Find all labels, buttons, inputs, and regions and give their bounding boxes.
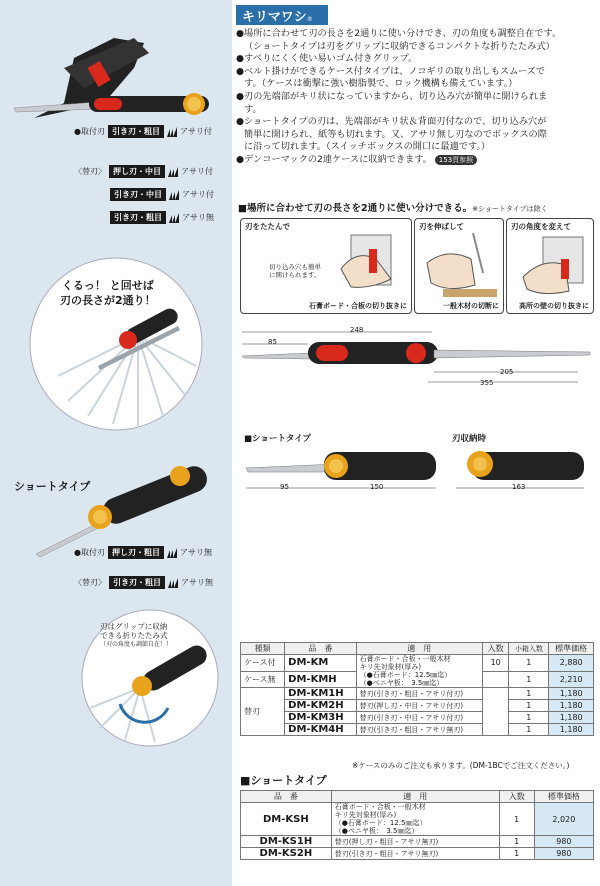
feature-line: ●すべりにくく使い易いゴム付きグリップ。	[236, 53, 418, 65]
fold-note	[100, 622, 172, 649]
code-cell: DM-KM1H	[285, 688, 356, 700]
fold-note-1: 刃はグリップに収納	[100, 622, 168, 631]
spare-tag-2: 引き刃・中目	[110, 188, 166, 201]
code-cell: DM-KM4H	[285, 724, 356, 736]
product-title-text: キリマワシ	[242, 10, 307, 25]
short-type-title: ショートタイプ	[14, 480, 91, 493]
code-cell: DM-KM2H	[285, 700, 356, 712]
table-header: 適 用	[331, 791, 499, 803]
code-cell: DM-KS1H	[241, 836, 332, 848]
short-spare-label: 〈替刃〉	[74, 578, 106, 587]
dim-85: 85	[268, 338, 277, 346]
table-row	[241, 836, 594, 848]
spare-set-3: アサリ無	[182, 213, 214, 222]
table-row	[241, 688, 594, 700]
feature-line: ●ベルト掛けができるケース付タイプは、ノコギリの取り出しもスムーズで	[236, 65, 545, 77]
dim-95: 95	[280, 483, 289, 491]
table-row	[241, 700, 594, 712]
spare-label: 〈替刃〉	[74, 167, 106, 176]
table-header: 標準価格	[534, 791, 593, 803]
price-cell: 2,210	[549, 671, 594, 688]
table-header: 入数	[483, 643, 509, 655]
table-header-row	[241, 791, 594, 803]
feature-line: （ショートタイプは刃をグリップに収納できるコンパクトな折りたたみ式）	[244, 40, 555, 52]
use-cell: 替刃(押し刃・粗目・アサリ無刃)	[331, 836, 499, 848]
table-header: 小箱入数	[509, 643, 549, 655]
feature-line: す。	[244, 103, 262, 115]
code-cell: DM-KM	[285, 655, 356, 672]
usage-heading	[238, 200, 547, 214]
feature-line: ●ショートタイプの刃は、先端部がキリ状＆背面刃付なので、切り込み穴が	[236, 116, 547, 128]
kind-cell: ケース付	[241, 655, 285, 672]
use-line: 石膏ボード・合板・一般木材	[359, 655, 451, 663]
main-dimension-drawing	[238, 326, 594, 390]
price-cell: 2,020	[534, 803, 593, 836]
fold-note-3: （刃の角度も調節自在！）	[100, 641, 173, 648]
use-line: （●ベニヤ板： 3.5㎜迄）	[359, 679, 444, 687]
dim-163: 163	[512, 483, 526, 491]
kind-cell: 替刃	[241, 688, 285, 736]
spare-set-2: アサリ付	[182, 190, 214, 199]
code-cell: DM-KS2H	[241, 848, 332, 860]
use-cell: 替刃(引き刃・中目・アサリ付刃)	[356, 712, 482, 724]
price-table-short	[240, 790, 594, 860]
saw-tooth-icon	[168, 167, 178, 177]
usage-panel-note: 切り込み穴も簡単に開けられます。	[269, 263, 321, 279]
use-cell	[331, 803, 499, 836]
fold-note-2: できる折りたたみ式	[100, 631, 168, 640]
saw-tooth-icon	[169, 213, 179, 223]
product-title	[236, 5, 328, 25]
usage-panel-title: 刃をたたんで	[245, 222, 290, 231]
price-table-main	[240, 642, 594, 736]
qty-cell: 1	[499, 803, 534, 836]
usage-panel-caption: 石膏ボード・合板の切り抜きに	[309, 302, 407, 310]
use-cell	[356, 655, 482, 688]
qty-cell: 1	[499, 848, 534, 860]
spare-row-2	[110, 188, 214, 201]
price-cell: 980	[534, 836, 593, 848]
short-blade-tag: 押し刃・粗目	[108, 546, 164, 559]
usage-panel-extend	[414, 218, 504, 314]
usage-heading-text: ■場所に合わせて刃の長さを2通りに使い分けできる。	[238, 203, 473, 214]
table-row	[241, 803, 594, 836]
box-cell: 1	[509, 724, 549, 736]
circle-text-1: くるっ！ と回せば	[61, 279, 154, 292]
qty-cell: 10	[483, 655, 509, 672]
feature-line: に沿って切れます。（スイッチボックスの開口に最適です。）	[244, 141, 491, 153]
code-cell: DM-KMH	[285, 671, 356, 688]
table-header-row	[241, 643, 594, 655]
saw-tooth-icon	[168, 578, 178, 588]
table-header: 品 番	[285, 643, 356, 655]
use-line: （●石膏ボード：12.5㎜迄）	[334, 819, 427, 827]
case-order-note: ※ケースのみのご注文も承ります。(DM-1BCでご注文ください。)	[352, 761, 570, 770]
price-cell: 980	[534, 848, 593, 860]
use-cell: 替刃(引き刃・粗目・アサリ無刃)	[331, 848, 499, 860]
registered-mark: ®	[306, 16, 313, 23]
dim-150: 150	[370, 483, 384, 491]
box-cell: 1	[509, 671, 549, 688]
code-cell: DM-KSH	[241, 803, 332, 836]
main-blade-tag: 引き刃・粗目	[108, 125, 164, 138]
short-table-heading: ■ショートタイプ	[240, 774, 327, 787]
short-blade-set: アサリ無	[179, 548, 212, 557]
usage-fold-image	[331, 229, 409, 293]
use-line: （●石膏ボード：12.5㎜迄）	[359, 671, 452, 679]
table-row	[241, 712, 594, 724]
use-cell: 替刃(引き刃・粗目・アサリ付刃)	[356, 688, 482, 700]
feature-line: ●場所に合わせて刃の長さを2通りに使い分けでき、刃の角度も調整自在です。	[236, 28, 562, 39]
usage-panel-title: 刃の角度を変えて	[511, 222, 571, 231]
page-ref-badge: 153頁参照	[435, 155, 477, 165]
box-cell: 1	[509, 700, 549, 712]
use-cell: 替刃(押し刃・中目・アサリ付刃)	[356, 700, 482, 712]
price-cell: 1,180	[549, 688, 594, 700]
circle-caption	[60, 278, 156, 308]
spare-tag-3: 引き刃・粗目	[110, 211, 166, 224]
qty-cell: 1	[499, 836, 534, 848]
short-spare-tag: 引き刃・粗目	[109, 576, 165, 589]
short-spare-row	[74, 576, 213, 589]
usage-panel-caption: 一般木材の切断に	[443, 302, 499, 310]
price-cell: 2,880	[549, 655, 594, 672]
saw-tooth-icon	[167, 548, 177, 558]
dim-205: 205	[500, 368, 514, 376]
use-line: キリ先対象材(厚み)	[359, 663, 422, 671]
usage-angle-image	[513, 233, 589, 297]
feature-line: す。（ケースは衝撃に強い樹脂製で、ロック機構も備えています。）	[244, 78, 518, 90]
table-row	[241, 655, 594, 672]
kind-cell: ケース無	[241, 671, 285, 688]
short-spare-set: アサリ無	[181, 578, 213, 587]
price-cell: 1,180	[549, 712, 594, 724]
table-header: 適 用	[356, 643, 482, 655]
usage-panel-caption: 高所の壁の切り抜きに	[519, 302, 589, 310]
use-line: キリ先対象材(厚み)	[334, 811, 397, 819]
usage-heading-note: ※ショートタイプは除く	[472, 205, 548, 213]
circle-text-2: 刃の長さが2通り！	[60, 294, 156, 307]
saw-tooth-icon	[167, 127, 177, 137]
spare-set-1: アサリ付	[181, 167, 213, 176]
spare-row-1	[74, 165, 213, 178]
use-cell: 替刃(引き刃・粗目・アサリ無刃)	[356, 724, 482, 736]
usage-extend-image	[423, 233, 497, 297]
feature-line: 簡単に開けられ、紙等も切れます。又、アサリ無し刃なのでボックスの際	[244, 128, 547, 140]
short-blade-label: ●取付刃	[74, 548, 105, 557]
feature-list	[236, 28, 596, 167]
spare-tag-1: 押し刃・中目	[109, 165, 165, 178]
qty-cell	[483, 688, 509, 736]
main-blade-label: ●取付刃	[74, 127, 105, 136]
table-header: 種類	[241, 643, 285, 655]
saw-with-case-image	[4, 8, 229, 120]
price-cell: 1,180	[549, 700, 594, 712]
usage-panel-title: 刃を伸ばして	[419, 222, 464, 231]
main-blade-row	[74, 125, 212, 138]
table-row	[241, 724, 594, 736]
spare-row-3	[110, 211, 214, 224]
feature-line-text: ●デンコーマックの2連ケースに収納できます。	[236, 153, 432, 165]
stowed-label: 刃収納時	[452, 434, 487, 444]
short-blade-row	[74, 546, 212, 559]
qty-cell	[483, 671, 509, 688]
table-row	[241, 848, 594, 860]
box-cell: 1	[509, 712, 549, 724]
box-cell: 1	[509, 688, 549, 700]
table-header: 標準価格	[549, 643, 594, 655]
code-cell: DM-KM3H	[285, 712, 356, 724]
short-drawing-label: ■ショートタイプ	[244, 434, 311, 444]
usage-panel-angle	[506, 218, 594, 314]
left-panel	[0, 0, 232, 886]
dim-248: 248	[350, 326, 364, 334]
main-blade-set: アサリ付	[179, 127, 212, 136]
price-cell: 1,180	[549, 724, 594, 736]
feature-line	[236, 154, 596, 167]
dim-355: 355	[480, 379, 494, 387]
table-header: 入数	[499, 791, 534, 803]
feature-line: ●刃の先端部がキリ状になっていますから、切り込み穴が簡単に開けられま	[236, 90, 548, 102]
short-dimension-drawing	[244, 444, 440, 496]
table-header: 品 番	[241, 791, 332, 803]
use-line: 石膏ボード・合板・一般木材	[334, 803, 426, 811]
box-cell: 1	[509, 655, 549, 672]
saw-tooth-icon	[169, 190, 179, 200]
use-line: （●ベニヤ板： 3.5㎜迄）	[334, 827, 419, 835]
usage-panel-fold	[240, 218, 412, 314]
